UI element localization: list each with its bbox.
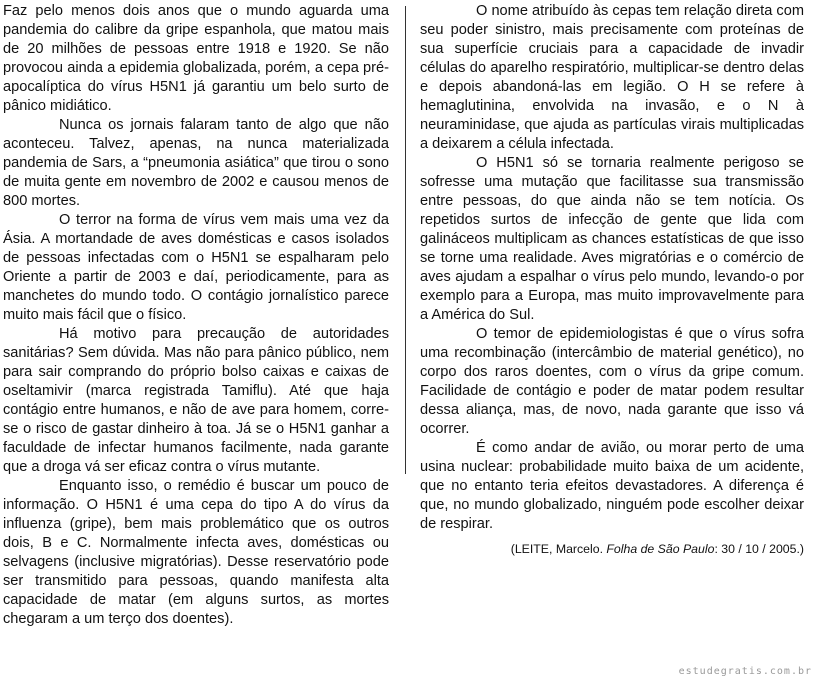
paragraph: É como andar de avião, ou morar perto de uma usina nuclear: probabilidade muito baixa de um acidente, que no entanto teria efeitos devastadores. A diferença é que, no mundo globalizado, ninguém pode escolher deixar de respirar. (420, 440, 804, 532)
citation (420, 540, 804, 559)
paragraph: O terror na forma de vírus vem mais uma vez da Ásia. A mortandade de aves domésticas e casos isolados de pessoas infectadas com o H5N1 se espalharam pelo Oriente a partir de 2003 e daí, periodicamente, para as manchetes do mundo todo. O contágio jornalístico parece muito mais fácil que o físico. (3, 212, 389, 323)
paragraph: Nunca os jornais falaram tanto de algo que não aconteceu. Talvez, apenas, na nunca materializada pandemia de Sars, a “pneumonia asiática” que tirou o sono de muita gente em novembro de 2002 e causou menos de 800 mortes. (3, 117, 389, 209)
paragraph: O nome atribuído às cepas tem relação direta com seu poder sinistro, mais precisamente com proteínas de sua superfície cruciais para a capacidade de invadir células do aparelho respiratório, multiplicar-se dentro delas e depois abandoná-las em legião. O H se refere à hemaglutinina, envolvida na invasão, e o N à neuraminidase, que ajuda as partículas virais multiplicadas a deixarem a célula infectada. (420, 3, 804, 152)
left-column (3, 2, 389, 629)
paragraph: Há motivo para precaução de autoridades sanitárias? Sem dúvida. Mas não para pânico público, nem para sair comprando do próprio bolso caixas e caixas de oseltamivir (marca registrada Tamiflu). Até que haja contágio entre humanos, e não de ave para homem, corre-se o risco de gastar dinheiro à toa. Já se o H5N1 ganhar a faculdade de infectar humanos facilmente, nada garante que a droga vá ser eficaz contra o vírus mutante. (3, 326, 389, 475)
watermark: estudegratis.com.br (678, 666, 812, 677)
citation-source: Folha de São Paulo (606, 542, 715, 556)
paragraph: Enquanto isso, o remédio é buscar um pouco de informação. O H5N1 é uma cepa do tipo A do vírus da influenza (gripe), bem mais problemático que os outros dois, B e C. Normalmente infecta aves, domésticas ou selvagens (inclusive migratórias). Desse reservatório pode ser transmitido para pessoas, quando manifesta alta capacidade de matar (em alguns surtos, as mortes chegaram a um terço dos doentes). (3, 478, 389, 627)
paragraph: O temor de epidemiologistas é que o vírus sofra uma recombinação (intercâmbio de material genético), no corpo dos raros doentes, com o vírus da gripe comum. Facilidade de contágio e poder de matar podem resultar dessa aliança, mas, de novo, nada garante que isso vá ocorrer. (420, 326, 804, 437)
paragraph: Faz pelo menos dois anos que o mundo aguarda uma pandemia do calibre da gripe espanhola, que matou mais de 20 milhões de pessoas entre 1918 e 1920. Se não provocou ainda a epidemia globalizada, porém, a cepa pré-apocalíptica do vírus H5N1 já garantiu um belo surto de pânico midiático. (3, 3, 389, 114)
column-divider (405, 6, 406, 474)
right-column (420, 2, 804, 559)
paragraph: O H5N1 só se tornaria realmente perigoso se sofresse uma mutação que facilitasse sua transmissão entre pessoas, do que ainda não se tem notícia. Os repetidos surtos de infecção de gente que lida com galináceos multiplicam as chances estatísticas de que isso se torne uma realidade. Aves migratórias e o comércio de aves ajudam a espalhar o vírus pelo mundo, levando-o por exemplo para a Europa, mas muito improvavelmente para a América do Sul. (420, 155, 804, 323)
citation-author: (LEITE, Marcelo. (510, 542, 607, 556)
citation-date: : 30 / 10 / 2005.) (714, 542, 804, 556)
